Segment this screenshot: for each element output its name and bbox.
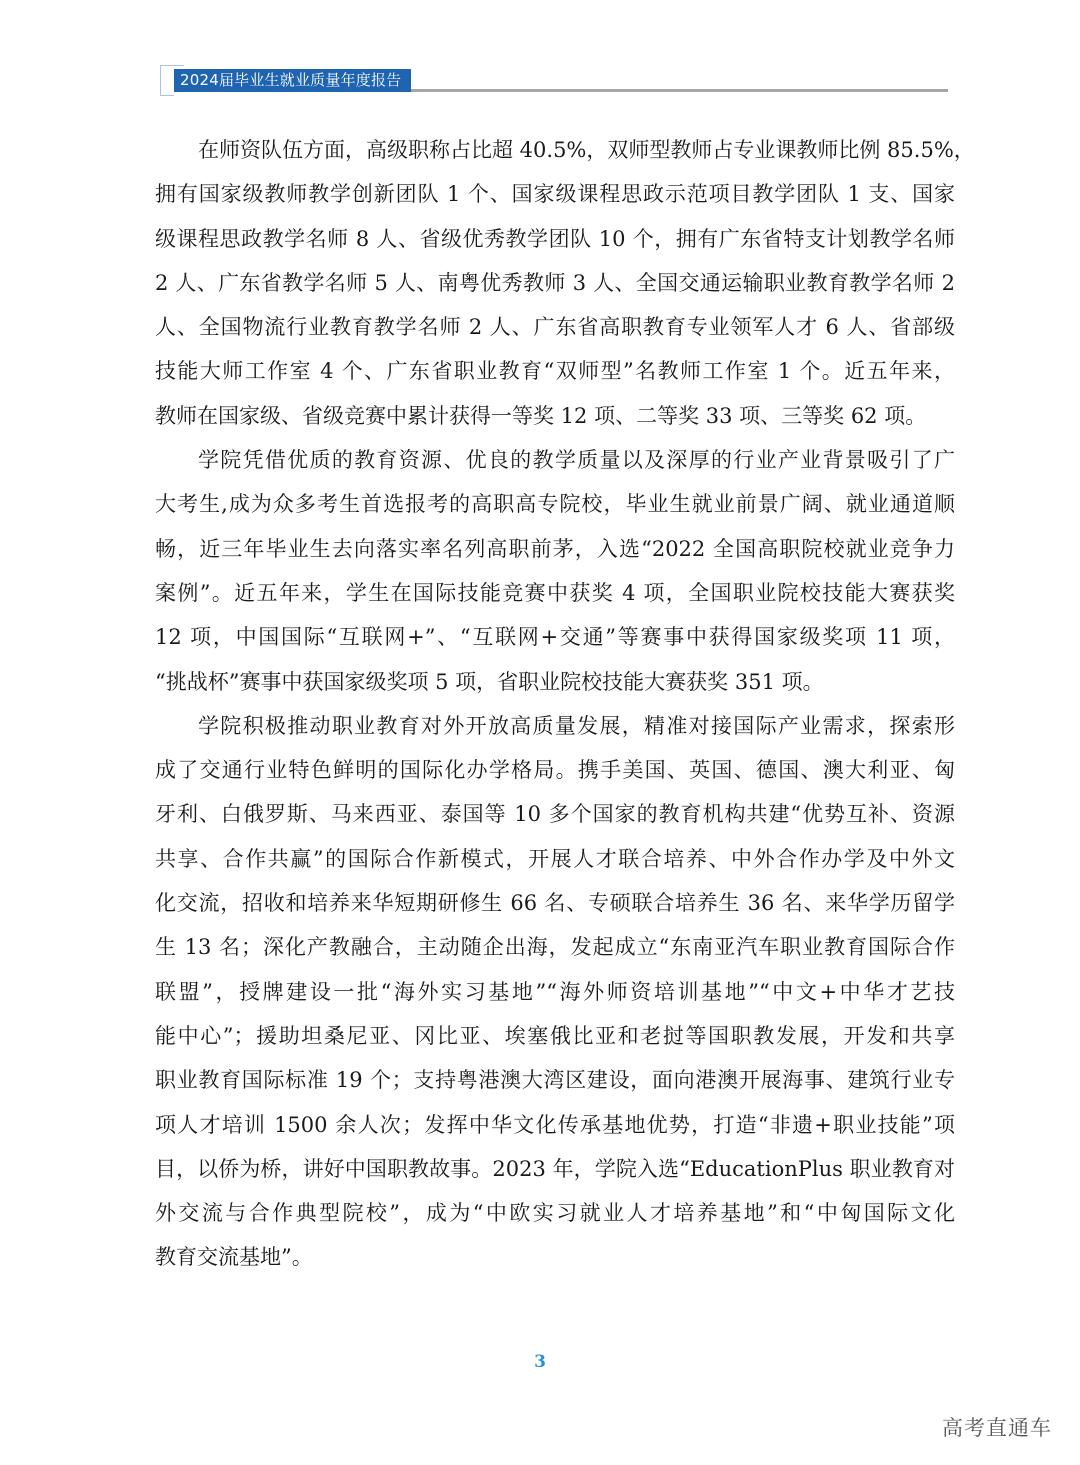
- watermark-label: 高考直通车: [942, 1416, 1052, 1440]
- text-line: 教师在国家级、省级竞赛中累计获得一等奖 12 项、二等奖 33 项、三等奖 62 项。: [155, 403, 927, 428]
- paragraph-students: [155, 438, 955, 704]
- text-line: 2 人、广东省教学名师 5 人、南粤优秀教师 3 人、全国交通运输职业教育教学名师 2: [155, 270, 955, 295]
- text-line: 成了交通行业特色鲜明的国际化办学格局。携手美国、英国、德国、澳大利亚、匈: [155, 758, 955, 783]
- text-line: 联盟”，授牌建设一批“海外实习基地”“海外师资培训基地”“中文+中华才艺技: [155, 979, 955, 1004]
- text-line: 在师资队伍方面，高级职称占比超 40.5%，双师型教师占专业课教师比例 85.5%，: [198, 138, 975, 162]
- text-line: 大考生,成为众多考生首选报考的高职高专院校，毕业生就业前景广阔、就业通道顺: [155, 492, 955, 517]
- text-line: 职业教育国际标准 19 个；支持粤港澳大湾区建设，面向港澳开展海事、建筑行业专: [155, 1068, 955, 1093]
- text-line: 级课程思政教学名师 8 人、省级优秀教学团队 10 个，拥有广东省特支计划教学名师: [155, 226, 955, 251]
- header-decoration-square: [160, 65, 174, 96]
- report-title-banner: 2024届毕业生就业质量年度报告: [174, 69, 411, 92]
- text-line: 能中心”；援助坦桑尼亚、冈比亚、埃塞俄比亚和老挝等国职教发展，开发和共享: [155, 1023, 955, 1048]
- text-line: 化交流，招收和培养来华短期研修生 66 名、专硕联合培养生 36 名、来华学历留学: [155, 891, 955, 916]
- text-line: 外交流与合作典型院校”，成为“中欧实习就业人才培养基地”和“中匈国际文化: [155, 1201, 955, 1226]
- document-body: [155, 128, 975, 1280]
- text-line: 项人才培训 1500 余人次；发挥中华文化传承基地优势，打造“非遗+职业技能”项: [155, 1112, 955, 1137]
- text-line: 技能大师工作室 4 个、广东省职业教育“双师型”名教师工作室 1 个。近五年来，: [155, 359, 955, 384]
- text-line: “挑战杯”赛事中获国家级奖项 5 项，省职业院校技能大赛获奖 351 项。: [155, 669, 824, 694]
- text-line: 学院凭借优质的教育资源、优良的教学质量以及深厚的行业产业背景吸引了广: [198, 448, 955, 473]
- text-line: 共享、合作共赢”的国际合作新模式，开展人才联合培养、中外合作办学及中外文: [155, 846, 955, 871]
- text-line: 教育交流基地”。: [155, 1245, 313, 1270]
- text-line: 牙利、白俄罗斯、马来西亚、泰国等 10 多个国家的教育机构共建“优势互补、资源: [155, 802, 955, 827]
- header-decoration-square-top: [160, 65, 184, 66]
- text-line: 案例”。近五年来，学生在国际技能竞赛中获奖 4 项，全国职业院校技能大赛获奖: [155, 580, 955, 605]
- text-line: 学院积极推动职业教育对外开放高质量发展，精准对接国际产业需求，探索形: [198, 713, 955, 738]
- paragraph-international: [155, 704, 955, 1280]
- text-line: 生 13 名；深化产教融合，主动随企出海，发起成立“东南亚汽车职业教育国际合作: [155, 935, 955, 960]
- text-line: 12 项，中国国际“互联网+”、“互联网+交通”等赛事中获得国家级奖项 11 项，: [155, 625, 955, 650]
- page-number: 3: [534, 1352, 546, 1372]
- header-rule: [411, 89, 948, 92]
- text-line: 目，以侨为桥，讲好中国职教故事。2023 年，学院入选“EducationPlus 职业教育对: [155, 1156, 955, 1181]
- text-line: 人、全国物流行业教育教学名师 2 人、广东省高职教育专业领军人才 6 人、省部级: [155, 315, 955, 340]
- text-line: 畅，近三年毕业生去向落实率名列高职前茅，入选“2022 全国高职院校就业竞争力: [155, 536, 955, 561]
- text-line: 拥有国家级教师教学创新团队 1 个、国家级课程思政示范项目教学团队 1 支、国家: [155, 182, 955, 207]
- paragraph-faculty: [155, 128, 975, 438]
